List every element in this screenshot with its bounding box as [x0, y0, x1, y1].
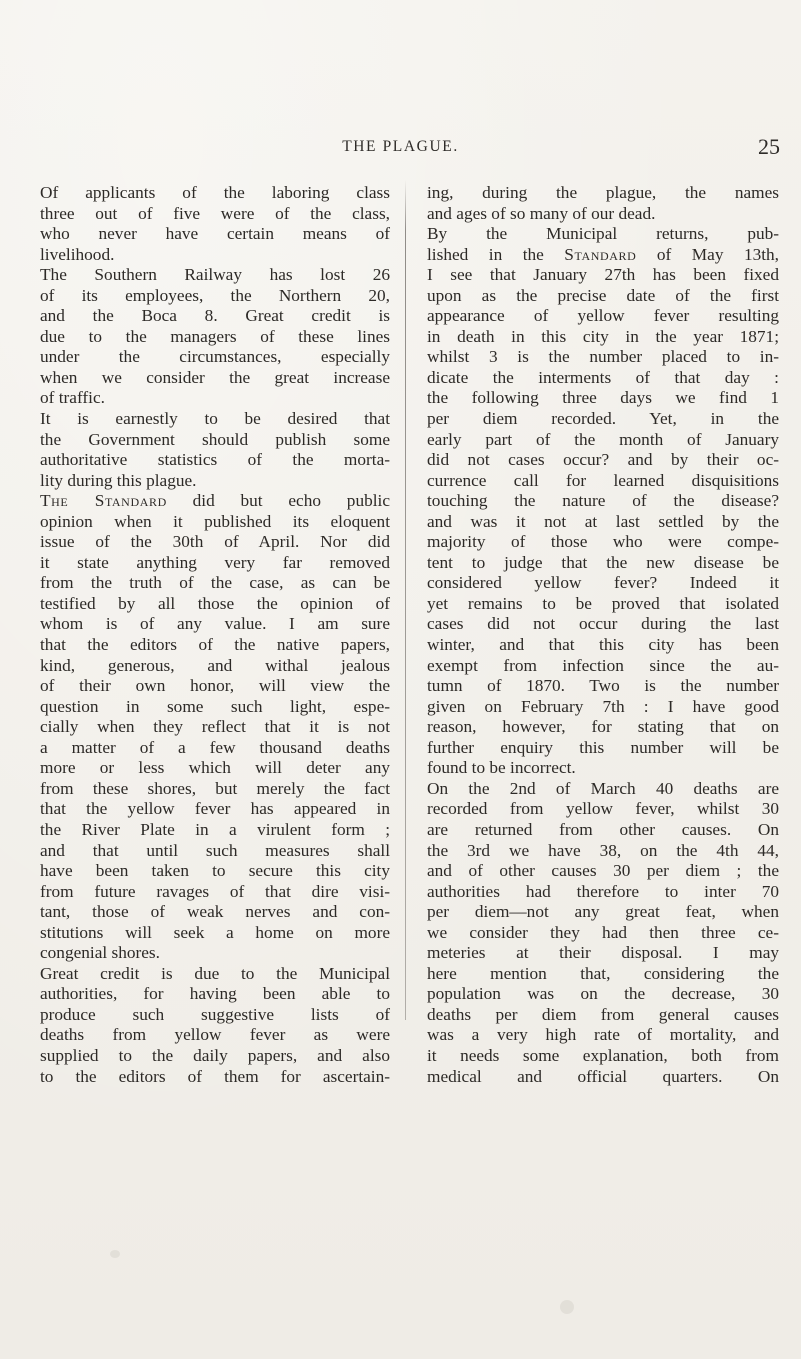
text-line: lity during this plague. [40, 470, 197, 490]
text-line: and the Boca 8. Great credit is [40, 306, 390, 326]
text-line: ing, during the plague, the names [427, 183, 779, 202]
text-line: have been taken to secure this city [40, 861, 390, 881]
text-line: was a very high rate of mortality, and [427, 1025, 779, 1045]
text-line: per diem—not any great feat, when [427, 902, 779, 922]
text-line: tumn of 1870. Two is the number [427, 676, 779, 696]
paragraph-municipal-returns [427, 224, 779, 779]
text-line: medical and official quarters. On [427, 1066, 779, 1086]
text-line: supplied to the daily papers, and also [40, 1045, 390, 1065]
text-line: from these shores, but merely the fact [40, 778, 390, 798]
text-line: whilst 3 is the number placed to in- [427, 347, 779, 367]
newspaper-name: The Standard [40, 491, 167, 511]
text-line: did not cases occur? and by their oc- [427, 450, 779, 470]
paragraph-march-deaths [427, 779, 779, 1087]
text-line: yet remains to be proved that isolated [427, 593, 779, 613]
text-line: given on February 7th : I have good [427, 696, 779, 716]
text-line: population was on the decrease, 30 [427, 984, 779, 1004]
text-line: that the yellow fever has appeared in [40, 799, 390, 819]
text-line: tent to judge that the new disease be [427, 552, 779, 572]
text-line: Great credit is due to the Municipal [40, 963, 390, 983]
text-line: are returned from other causes. On [427, 819, 779, 839]
text-line: of their own honor, will view the [40, 676, 390, 696]
text-line [427, 245, 779, 266]
paper-stain [110, 1250, 120, 1258]
text-line: livelihood. [40, 244, 115, 264]
text-line: currence call for learned disquisitions [427, 470, 779, 490]
paragraph-applicants [40, 183, 390, 265]
text-line: cases did not occur during the last [427, 614, 779, 634]
running-title: THE PLAGUE. [342, 138, 459, 155]
text-line: deaths per diem from general causes [427, 1004, 779, 1024]
text-line: and that until such measures shall [40, 840, 390, 860]
text-line: from the truth of the case, as can be [40, 573, 390, 593]
text-line: issue of the 30th of April. Nor did [40, 532, 390, 552]
text-line: a matter of a few thousand deaths [40, 737, 390, 757]
text-line [40, 491, 390, 512]
right-column [427, 183, 779, 1087]
text-line: appearance of yellow fever resulting [427, 306, 779, 326]
text-line: under the circumstances, especially [40, 347, 390, 367]
text-line: and ages of so many of our dead. [427, 203, 656, 223]
text-line: three out of five were of the class, [40, 203, 390, 223]
text-line: the Government should publish some [40, 429, 390, 449]
text-line: per diem recorded. Yet, in the [427, 409, 779, 429]
text-line: deaths from yellow fever as were [40, 1025, 390, 1045]
text-fragment: of May 13th, [636, 244, 779, 264]
text-line: and of other causes 30 per diem ; the [427, 861, 779, 881]
newspaper-name: Standard [564, 244, 637, 264]
text-line: due to the managers of these lines [40, 326, 390, 346]
text-line: further enquiry this number will be [427, 737, 779, 757]
text-line: congenial shores. [40, 943, 160, 963]
text-line: in death in this city in the year 1871; [427, 326, 779, 346]
text-line: winter, and that this city has been [427, 635, 779, 655]
text-line: I see that January 27th has been fixed [427, 265, 779, 285]
text-line: Of applicants of the laboring class [40, 183, 390, 202]
text-line: meteries at their disposal. I may [427, 943, 779, 963]
text-line: the River Plate in a virulent form ; [40, 819, 390, 839]
text-line: It is earnestly to be desired that [40, 409, 390, 429]
left-column [40, 183, 390, 1087]
text-fragment: did but echo public [166, 491, 390, 511]
text-line: the following three days we find 1 [427, 388, 779, 408]
text-line: whom is of any value. I am sure [40, 614, 390, 634]
text-line: dicate the interments of that day : [427, 367, 779, 387]
paragraph-statistics [40, 409, 390, 491]
text-line: tant, those of weak nerves and con- [40, 902, 390, 922]
text-line: it needs some explanation, both from [427, 1045, 779, 1065]
text-line: cially when they reflect that it is not [40, 717, 390, 737]
text-line: found to be incorrect. [427, 758, 576, 778]
text-line: who never have certain means of [40, 224, 390, 244]
text-line: authoritative statistics of the morta- [40, 450, 390, 470]
text-line: The Southern Railway has lost 26 [40, 265, 390, 285]
text-line: here mention that, considering the [427, 963, 779, 983]
text-line: considered yellow fever? Indeed it [427, 573, 779, 593]
text-line: we consider they had then three ce- [427, 922, 779, 942]
text-line: early part of the month of January [427, 429, 779, 449]
text-line: testified by all those the opinion of [40, 593, 390, 613]
text-line: stitutions will seek a home on more [40, 922, 390, 942]
text-line: it state anything very far removed [40, 552, 390, 572]
page-number: 25 [758, 134, 780, 159]
text-line: from future ravages of that dire visi- [40, 881, 390, 901]
text-line: the 3rd we have 38, on the 4th 44, [427, 840, 779, 860]
text-line: authorities had therefore to inter 70 [427, 881, 779, 901]
text-line: more or less which will deter any [40, 758, 390, 778]
text-line: exempt from infection since the au- [427, 655, 779, 675]
text-line: and was it not at last settled by the [427, 511, 779, 531]
text-line: recorded from yellow fever, whilst 30 [427, 799, 779, 819]
text-line: to the editors of them for ascertain- [40, 1066, 390, 1086]
text-line: upon as the precise date of the first [427, 285, 779, 305]
text-line: opinion when it published its eloquent [40, 511, 390, 531]
text-line: question in some such light, espe- [40, 696, 390, 716]
text-line: of its employees, the Northern 20, [40, 285, 390, 305]
paragraph-railways [40, 265, 390, 409]
text-line: touching the nature of the disease? [427, 491, 779, 511]
text-line: of traffic. [40, 388, 105, 408]
text-fragment: lished in the [427, 244, 565, 264]
text-line: when we consider the great increase [40, 367, 390, 387]
column-divider [405, 180, 406, 1020]
paragraph-continuation [427, 183, 779, 224]
text-line: reason, however, for stating that on [427, 717, 779, 737]
text-line: that the editors of the native papers, [40, 635, 390, 655]
text-line: majority of those who were compe- [427, 532, 779, 552]
paper-stain [560, 1300, 574, 1314]
text-line: authorities, for having been able to [40, 984, 390, 1004]
text-line: By the Municipal returns, pub- [427, 224, 779, 244]
text-line: produce such suggestive lists of [40, 1004, 390, 1024]
paragraph-municipal-credit [40, 964, 390, 1087]
text-line: On the 2nd of March 40 deaths are [427, 778, 779, 798]
paragraph-standard [40, 491, 390, 964]
text-line: kind, generous, and withal jealous [40, 655, 390, 675]
